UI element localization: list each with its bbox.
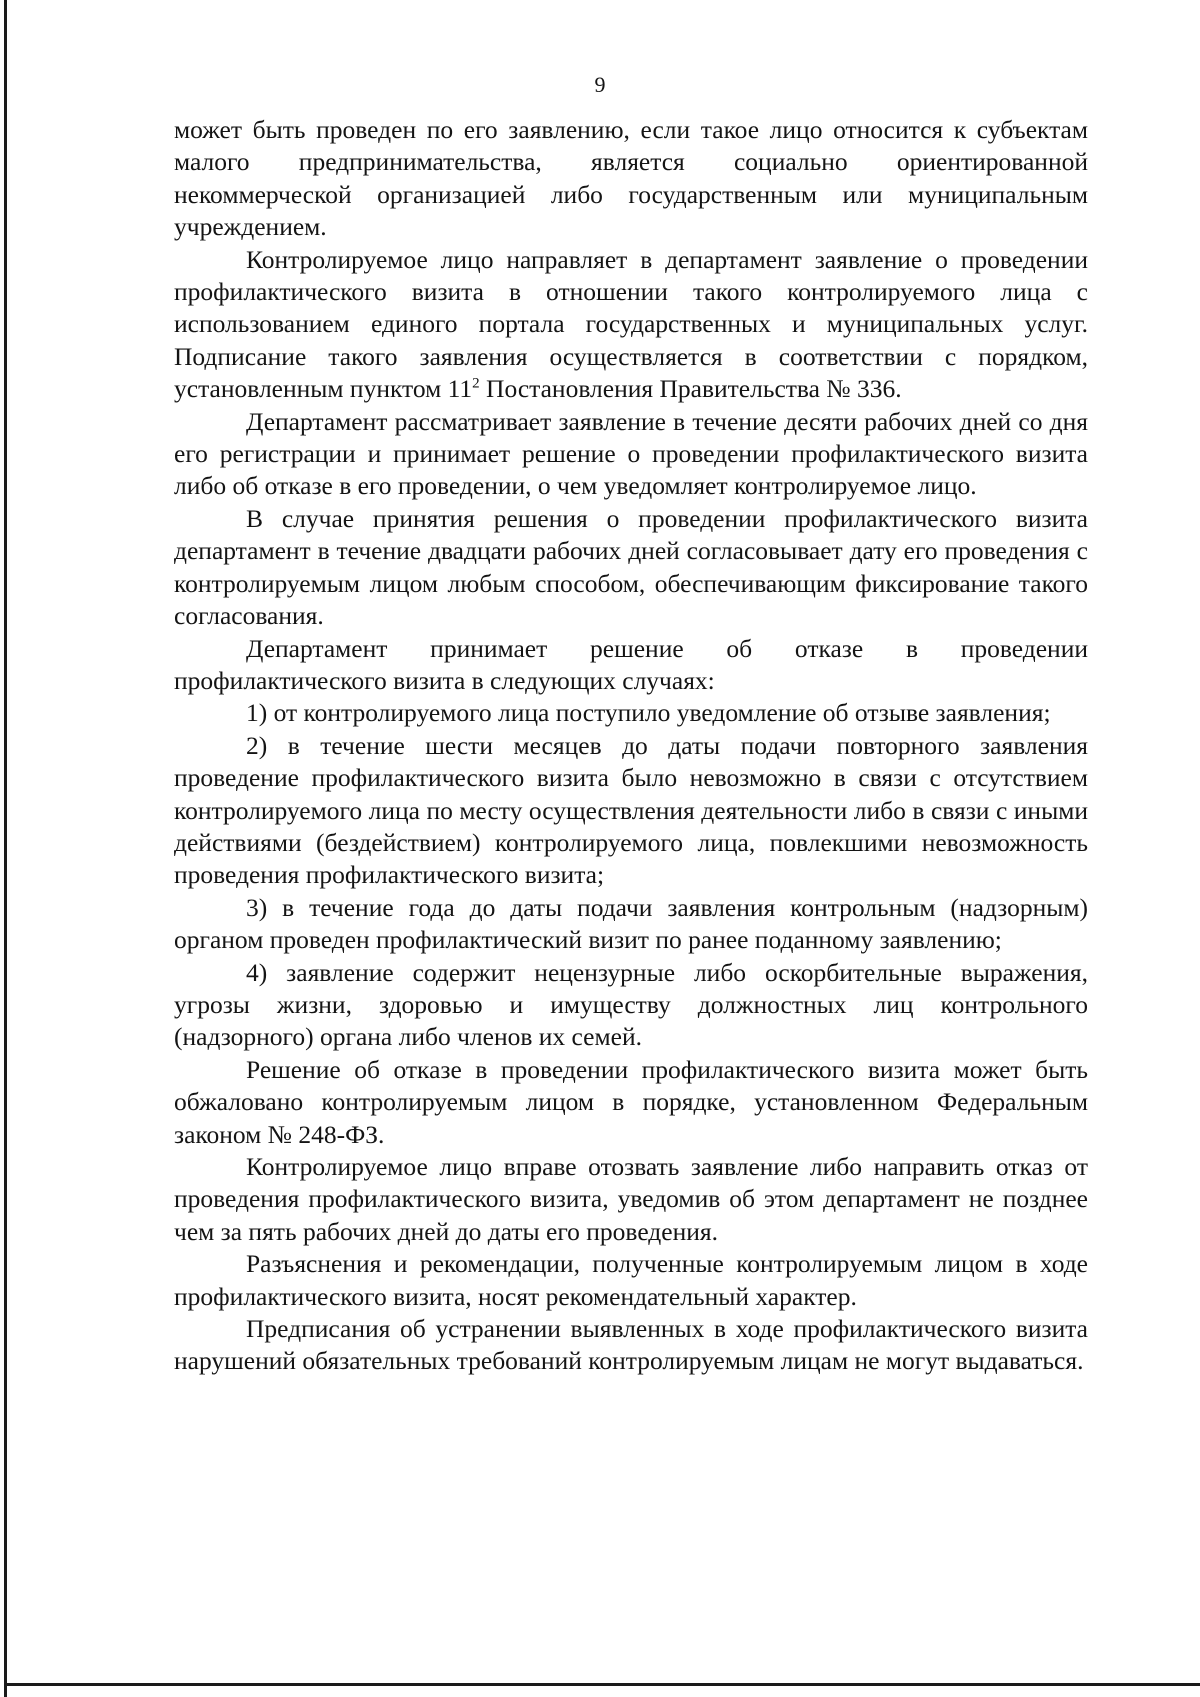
list-item: 1) от контролируемого лица поступило уведомление об отзыве заявления; (246, 698, 1051, 728)
paragraph-text: Контролируемое лицо направляет в департамент заявление о проведении профилактического визита в отношении такого контролируемого лица с использованием единого портала государственных и муниципальных услуг. Подписание такого заявления осуществляется в соответствии с порядком, установленным пунктом 11 (174, 244, 1088, 404)
paragraph (174, 244, 1088, 406)
list-item: 2) в течение шести месяцев до даты подачи повторного заявления проведение профилактического визита было невозможно в связи с отсутствием контролируемого лица по месту осуществления деятельности либо в связи с иными действиями (бездействием) контролируемого лица, повлекшими невозможность проведения профилактического визита; (174, 730, 1088, 890)
list-item: 3) в течение года до даты подачи заявления контрольным (надзорным) органом проведен профилактический визит по ранее поданному заявлению; (174, 892, 1088, 955)
paragraph: Разъяснения и рекомендации, полученные контролируемым лицом в ходе профилактического визита, носят рекомендательный характер. (174, 1249, 1088, 1311)
paragraph: Решение об отказе в проведении профилактического визита может быть обжаловано контролируемым лицом в порядке, установленном Федеральным законом № 248-ФЗ. (174, 1054, 1088, 1149)
paragraph: Предписания об устранении выявленных в ходе профилактического визита нарушений обязательных требований контролируемым лицам не могут выдаваться. (174, 1314, 1088, 1376)
paragraph: Департамент принимает решение об отказе в проведении профилактического визита в следующих случаях: (174, 633, 1088, 695)
page-number: 9 (594, 72, 606, 97)
paragraph-tail: Постановления Правительства № 336. (479, 374, 902, 404)
list-item: 4) заявление содержит нецензурные либо оскорбительные выражения, угрозы жизни, здоровью и имуществу должностных лиц контрольного (надзорного) органа либо членов их семей. (174, 957, 1088, 1052)
footnote-superscript: 2 (472, 375, 480, 392)
paragraph: Контролируемое лицо вправе отозвать заявление либо направить отказ от проведения профилактического визита, уведомив об этом департамент не позднее чем за пять рабочих дней до даты его проведения. (174, 1152, 1088, 1246)
document-body (174, 114, 1088, 1378)
scan-border-bottom (4, 1683, 1200, 1686)
paragraph: может быть проведен по его заявлению, если такое лицо относится к субъектам малого предпринимательства, является социально ориентированной некоммерческой организацией либо государственным или муниципальным учреждением. (174, 115, 1088, 242)
paragraph: В случае принятия решения о проведении профилактического визита департамент в течение двадцати рабочих дней согласовывает дату его проведения с контролируемым лицом любым способом, обеспечивающим фиксирование такого согласования. (174, 503, 1088, 631)
paragraph: Департамент рассматривает заявление в течение десяти рабочих дней со дня его регистрации и принимает решение о проведении профилактического визита либо об отказе в его проведении, о чем уведомляет контролируемое лицо. (174, 406, 1088, 501)
scan-border-left (4, 0, 7, 1697)
